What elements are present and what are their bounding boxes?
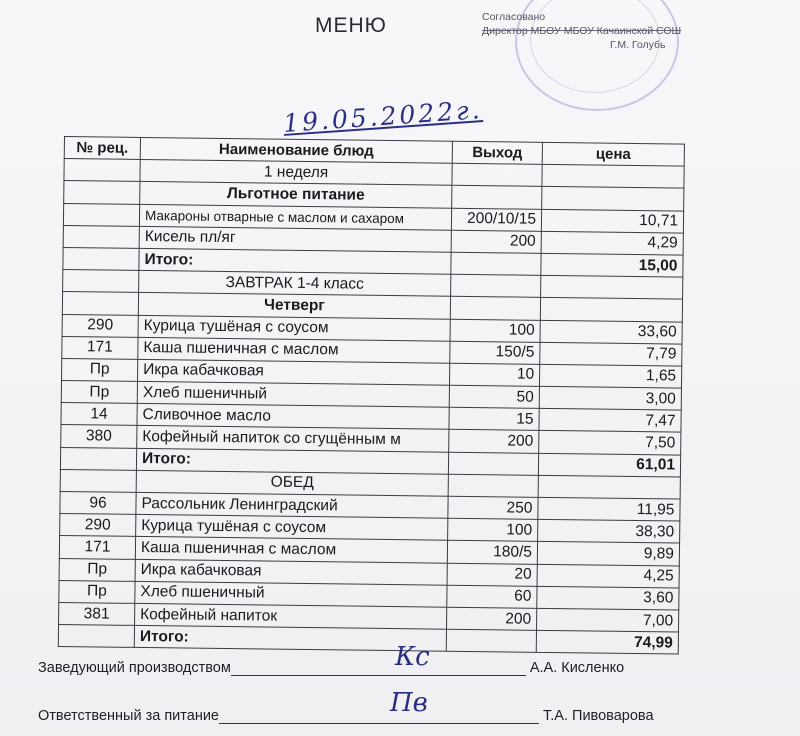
price-cell: 9,89 [537,542,679,566]
output-cell: 50 [449,385,539,408]
approval-line-1: Согласовано [482,11,546,23]
dish-name-cell: Льготное питание [140,182,452,208]
column-header-dish-name: Наименование блюд [140,137,452,163]
output-cell [451,252,541,275]
handwritten-date: 19.05.2022г. [282,95,484,138]
price-cell: 7,50 [539,431,681,455]
recipe-number-cell: 171 [59,536,135,559]
price-cell: 33,60 [540,320,682,344]
output-cell: 100 [448,518,538,541]
dish-name-cell: Курица тушёная с соусом [138,315,450,341]
dish-name-cell: Итого: [136,448,448,474]
recipe-number-cell [64,159,140,182]
recipe-number-cell: 14 [61,403,137,426]
dish-name-cell: Сливочное масло [137,404,449,430]
dish-name-cell: ОБЕД [136,470,448,496]
price-cell: 3,60 [537,586,679,610]
dish-name-cell: Хлеб пшеничный [137,381,449,407]
dish-name-cell: Четверг [138,293,450,319]
output-cell [446,629,536,652]
price-cell [541,275,683,299]
signature-production-name: А.А. Кисленко [529,660,625,676]
recipe-number-cell: 171 [62,336,138,359]
signature-production [38,660,624,676]
output-cell: 20 [447,563,537,586]
dish-name-cell: Каша пшеничная с маслом [135,537,447,563]
price-cell [542,165,684,189]
dish-name-cell: Итого: [139,248,451,274]
price-cell: 74,99 [536,630,678,654]
recipe-number-cell: 290 [60,514,136,537]
dish-name-cell: Каша пшеничная с маслом [138,337,450,363]
output-cell: 250 [448,496,538,519]
page-title: МЕНЮ [315,14,387,37]
price-cell [542,187,684,211]
price-cell: 4,25 [537,564,679,588]
output-cell: 180/5 [447,541,537,564]
output-cell: 150/5 [450,341,540,364]
price-cell: 15,00 [541,253,683,277]
handwritten-signature-2: Пв [390,688,428,718]
recipe-number-cell: 96 [60,491,136,514]
output-cell [450,297,540,320]
price-cell: 61,01 [538,453,680,477]
recipe-number-cell: Пр [59,558,135,581]
output-cell [448,452,538,475]
dish-name-cell: Рассольник Ленинградский [136,492,448,518]
approval-line-2: Директор МБОУ МБОУ Качаинской СОШ [482,25,682,37]
recipe-number-cell [64,181,140,204]
output-cell: 10 [449,363,539,386]
recipe-number-cell [58,625,134,648]
price-cell: 1,65 [539,364,681,388]
output-cell: 200 [447,607,537,630]
recipe-number-cell [60,469,136,492]
dish-name-cell: Икра кабачковая [135,559,447,585]
recipe-number-cell: Пр [62,358,138,381]
recipe-number-cell [63,225,139,248]
recipe-number-cell: 381 [59,602,135,625]
price-cell: 10,71 [541,209,683,233]
dish-name-cell: Макароны отварные с маслом и сахаром [139,204,451,230]
output-cell [452,186,542,209]
signature-line [231,675,526,676]
output-cell: 60 [447,585,537,608]
output-cell: 100 [450,319,540,342]
dish-name-cell: Кофейный напиток со сгущённым м [137,426,449,452]
dish-name-cell: ЗАВТРАК 1-4 класс [139,271,451,297]
recipe-number-cell: 380 [61,425,137,448]
price-cell: 11,95 [538,497,680,521]
price-cell: 4,29 [541,231,683,255]
signature-nutrition-name: Т.А. Пивоварова [543,708,654,724]
recipe-number-cell: Пр [59,580,135,603]
price-cell [538,475,680,499]
recipe-number-cell [63,270,139,293]
output-cell [452,163,542,186]
recipe-number-cell: 290 [62,314,138,337]
output-cell: 200 [449,430,539,453]
recipe-number-cell [63,247,139,270]
recipe-number-cell [63,203,139,226]
dish-name-cell: Икра кабачковая [138,359,450,385]
signature-nutrition-label: Ответственный за питание [38,708,219,724]
menu-table [58,136,685,655]
price-cell [540,298,682,322]
column-header-price: цена [542,142,684,166]
signature-line [219,723,539,724]
output-cell: 200/10/15 [451,208,541,231]
dish-name-cell: Кофейный напиток [135,603,447,629]
approval-line-3: Г.М. Голубь [610,39,666,51]
recipe-number-cell [60,447,136,470]
recipe-number-cell: Пр [61,381,137,404]
signature-nutrition [38,708,654,724]
price-cell: 38,30 [538,520,680,544]
dish-name-cell: Курица тушёная с соусом [136,515,448,541]
signature-production-label: Заведующий производством [38,660,231,676]
column-header-recipe-no: № рец. [64,137,140,160]
output-cell [448,474,538,497]
dish-name-cell: 1 неделя [140,160,452,186]
approval-block [482,10,752,52]
dish-name-cell: Итого: [134,626,446,652]
output-cell [451,274,541,297]
price-cell: 7,47 [539,409,681,433]
column-header-output: Выход [452,141,542,164]
handwritten-signature-1: Кс [395,642,430,672]
menu-table-body [58,159,684,655]
price-cell: 7,00 [536,608,678,632]
output-cell: 200 [451,230,541,253]
dish-name-cell: Хлеб пшеничный [135,581,447,607]
dish-name-cell: Кисель пл/яг [139,226,451,252]
recipe-number-cell [62,292,138,315]
price-cell: 3,00 [539,386,681,410]
price-cell: 7,79 [540,342,682,366]
output-cell: 15 [449,407,539,430]
